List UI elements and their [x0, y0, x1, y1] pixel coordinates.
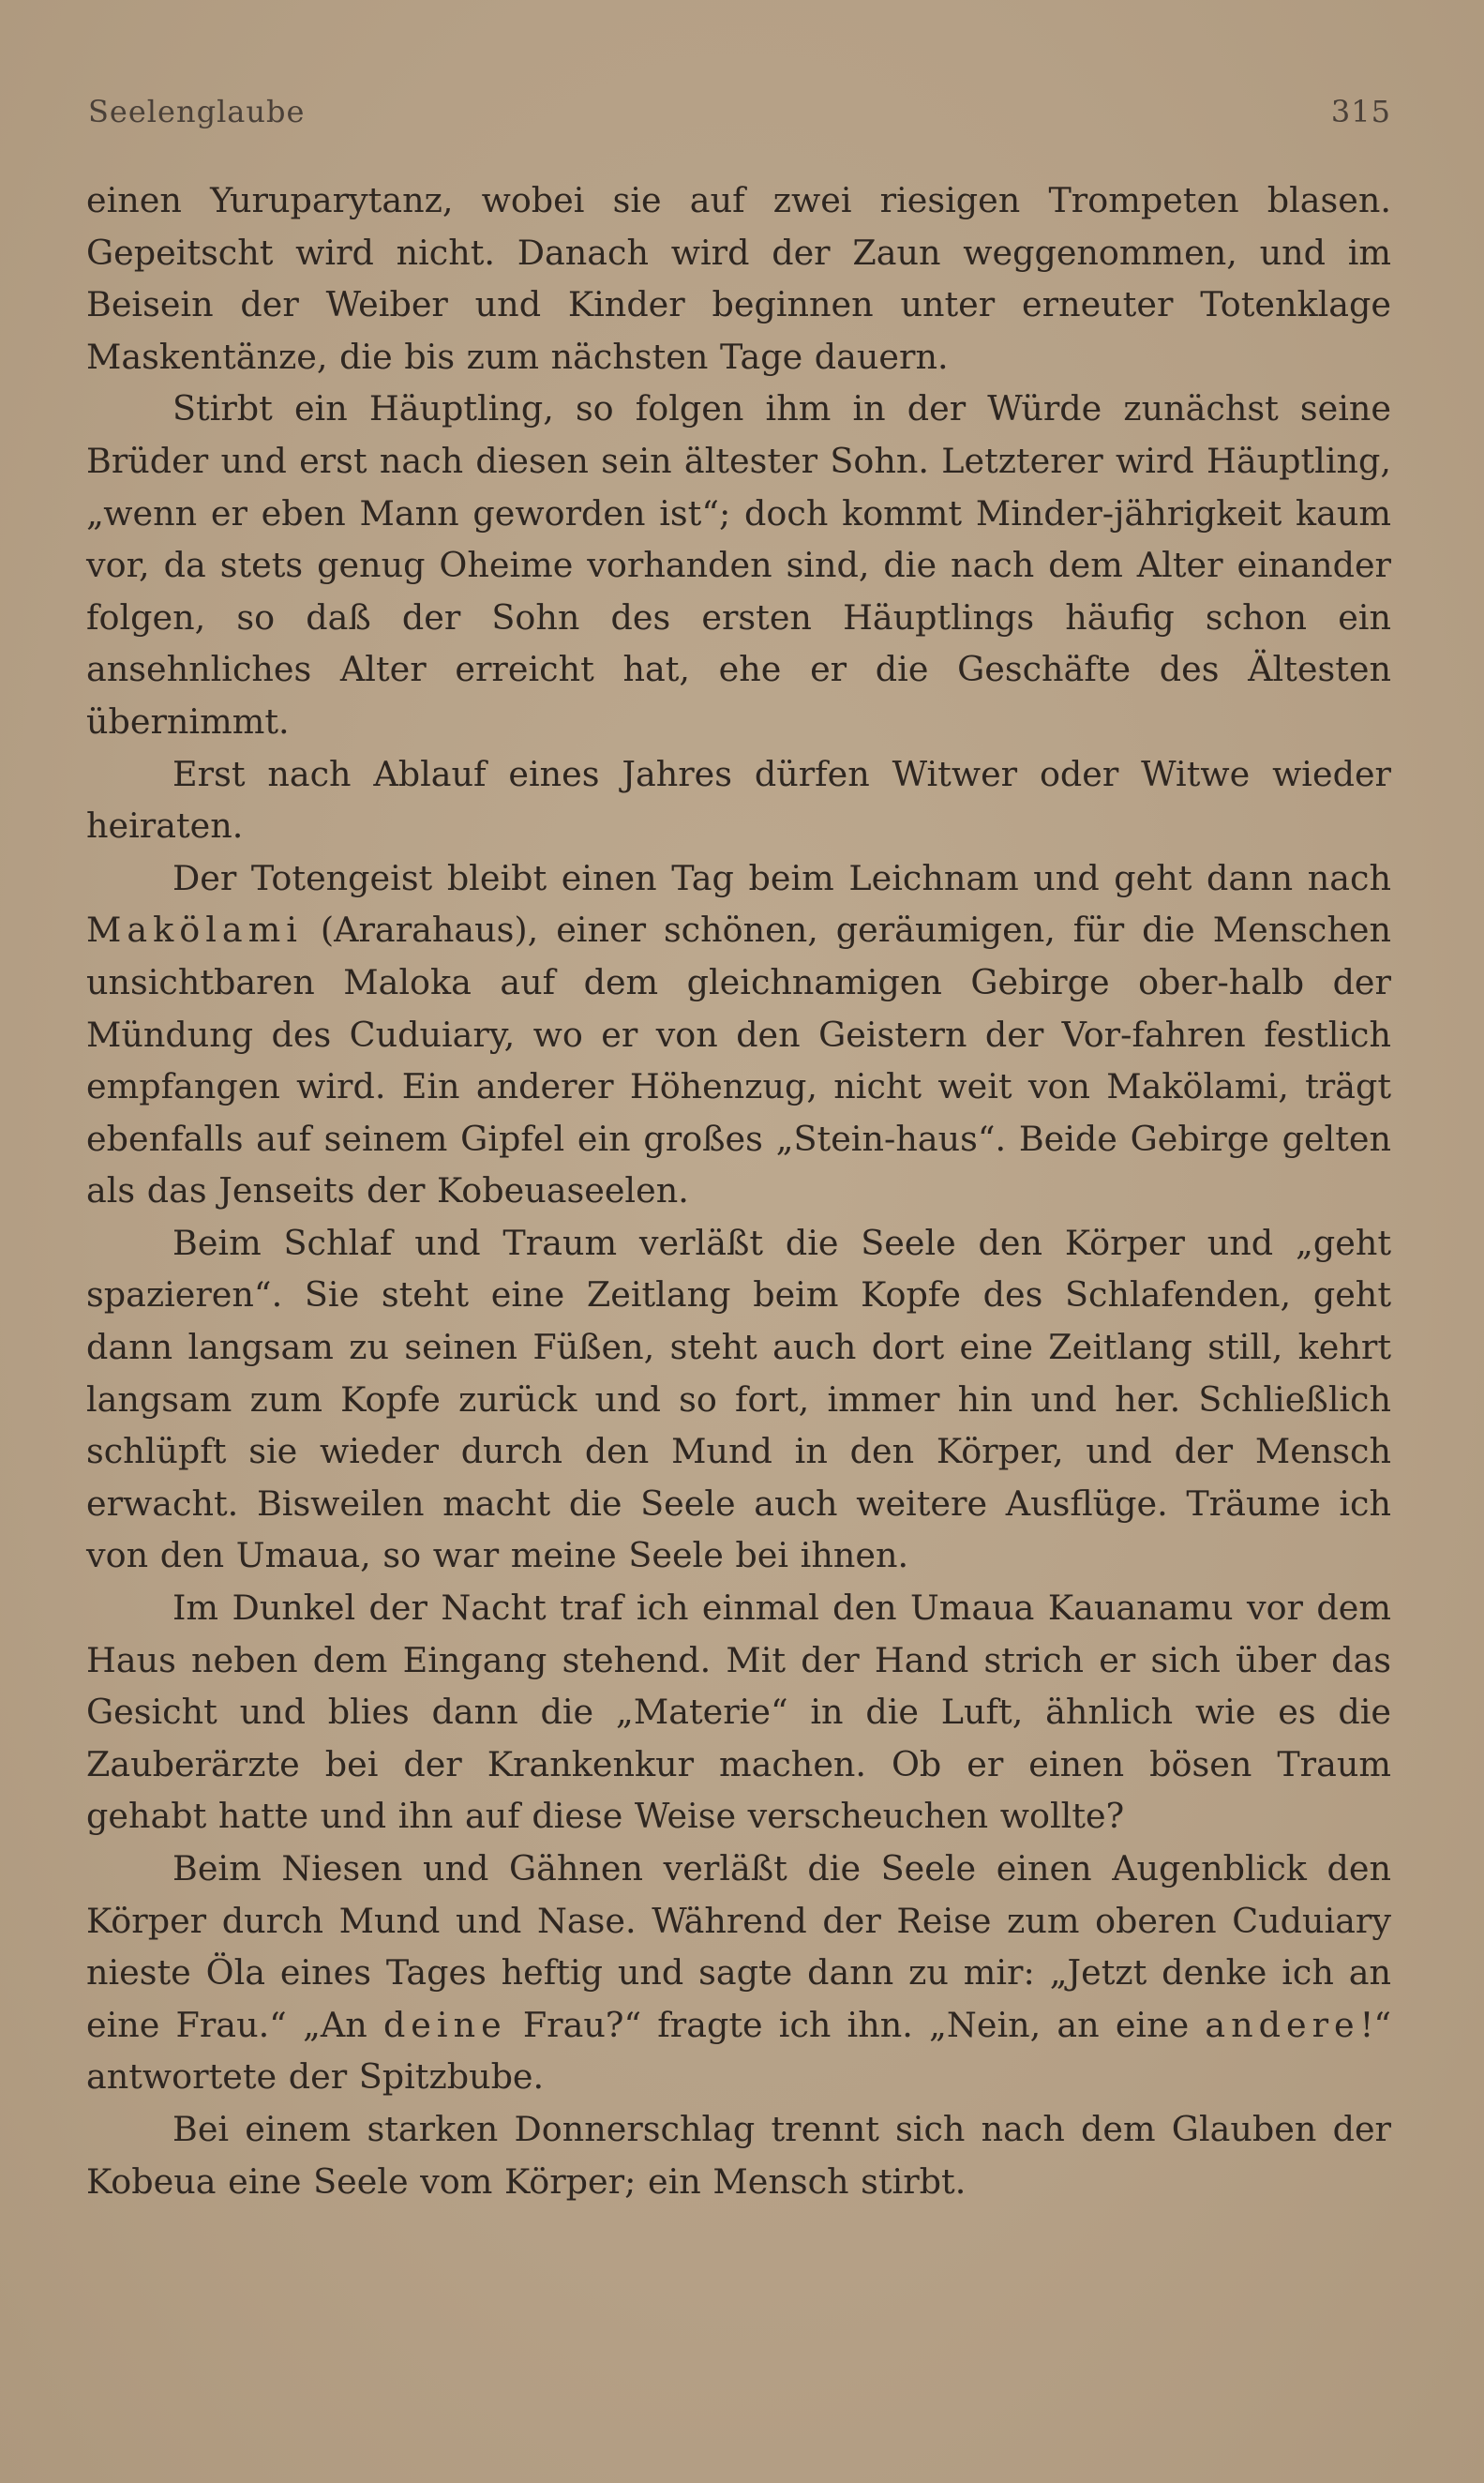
text-run: Im Dunkel der Nacht traf ich einmal den Umaua Kauanamu vor dem Haus neben dem Eingang stehend. Mit der Hand strich er sich über das Gesicht und blies dann die „Materie“ in die Luft, ähnlich wie es die Zauberärzte bei der Krankenkur machen. Ob er einen bösen Traum gehabt hatte und ihn auf diese Weise verscheuchen wollte?	[86, 1588, 1391, 1837]
text-run: (Ararahaus), einer schönen, geräumigen, für die Menschen unsichtbaren Maloka auf dem gleichnamigen Gebirge ober-halb der Mündung des Cuduiary, wo er von den Geistern der Vor-fahren festlich empfangen wird. Ein anderer Höhenzug, nicht weit von Makölami, trägt ebenfalls auf seinem Gipfel ein großes „Stein-haus“. Beide Gebirge gelten als das Jenseits der Kobeuaseelen.	[86, 910, 1391, 1211]
text-run: einen Yuruparytanz, wobei sie auf zwei riesigen Trompeten blasen. Gepeitscht wird nicht. Danach wird der Zaun weggenommen, und im Beisein der Weiber und Kinder beginnen unter erneuter Totenklage Maskentänze, die bis zum nächsten Tage dauern.	[86, 180, 1391, 377]
paragraph	[86, 2103, 1391, 2207]
text-run: Stirbt ein Häuptling, so folgen ihm in der Würde zunächst seine Brüder und erst nach diesen sein ältester Sohn. Letzterer wird Häuptling, „wenn er eben Mann geworden ist“; doch kommt Minder-jährigkeit kaum vor, da stets genug Oheime vorhanden sind, die nach dem Alter einander folgen, so daß der Sohn des ersten Häuptlings häufig schon ein ansehnliches Alter erreicht hat, ehe er die Geschäfte des Ältesten übernimmt.	[86, 388, 1391, 742]
spaced-emphasis: Makölami	[86, 910, 303, 951]
text-run: Der Totengeist bleibt einen Tag beim Leichnam und geht dann nach	[172, 857, 1391, 898]
text-run: Beim Niesen und Gähnen verläßt die Seele einen Augenblick den Körper durch Mund und Nase. Während der Reise zum oberen Cuduiary nieste Öla eines Tages heftig und sagte dann zu mir: „Jetzt denke ich an eine Frau.“ „An	[86, 1848, 1391, 2045]
text-run: Bei einem starken Donnerschlag trennt sich nach dem Glauben der Kobeua eine Seele vom Körper; ein Mensch stirbt.	[86, 2108, 1391, 2202]
paragraph	[86, 1582, 1391, 1843]
paragraph	[86, 1217, 1391, 1582]
paragraph	[86, 383, 1391, 747]
text-run: Frau?“ fragte ich ihn. „Nein, an eine	[506, 2004, 1206, 2045]
page-header	[86, 86, 1391, 143]
page-number: 315	[1330, 94, 1391, 129]
book-page	[86, 86, 1391, 2207]
spaced-emphasis: andere	[1205, 2004, 1360, 2045]
paragraph	[86, 748, 1391, 852]
body-text	[86, 174, 1391, 2207]
text-run: Erst nach Ablauf eines Jahres dürfen Witwer oder Witwe wieder heiraten.	[86, 753, 1391, 847]
running-title: Seelenglaube	[88, 94, 306, 129]
paragraph	[86, 174, 1391, 383]
text-run: !“ antwortete der Spitzbube.	[86, 2004, 1391, 2098]
paragraph	[86, 852, 1391, 1217]
paragraph	[86, 1843, 1391, 2103]
spaced-emphasis: deine	[382, 2004, 507, 2045]
text-run: Beim Schlaf und Traum verläßt die Seele den Körper und „geht spazieren“. Sie steht eine Zeitlang beim Kopfe des Schlafenden, geht dann langsam zu seinen Füßen, steht auch dort eine Zeitlang still, kehrt langsam zum Kopfe zurück und so fort, immer hin und her. Schließlich schlüpft sie wieder durch den Mund in den Körper, und der Mensch erwacht. Bisweilen macht die Seele auch weitere Ausflüge. Träume ich von den Umaua, so war meine Seele bei ihnen.	[86, 1222, 1391, 1576]
